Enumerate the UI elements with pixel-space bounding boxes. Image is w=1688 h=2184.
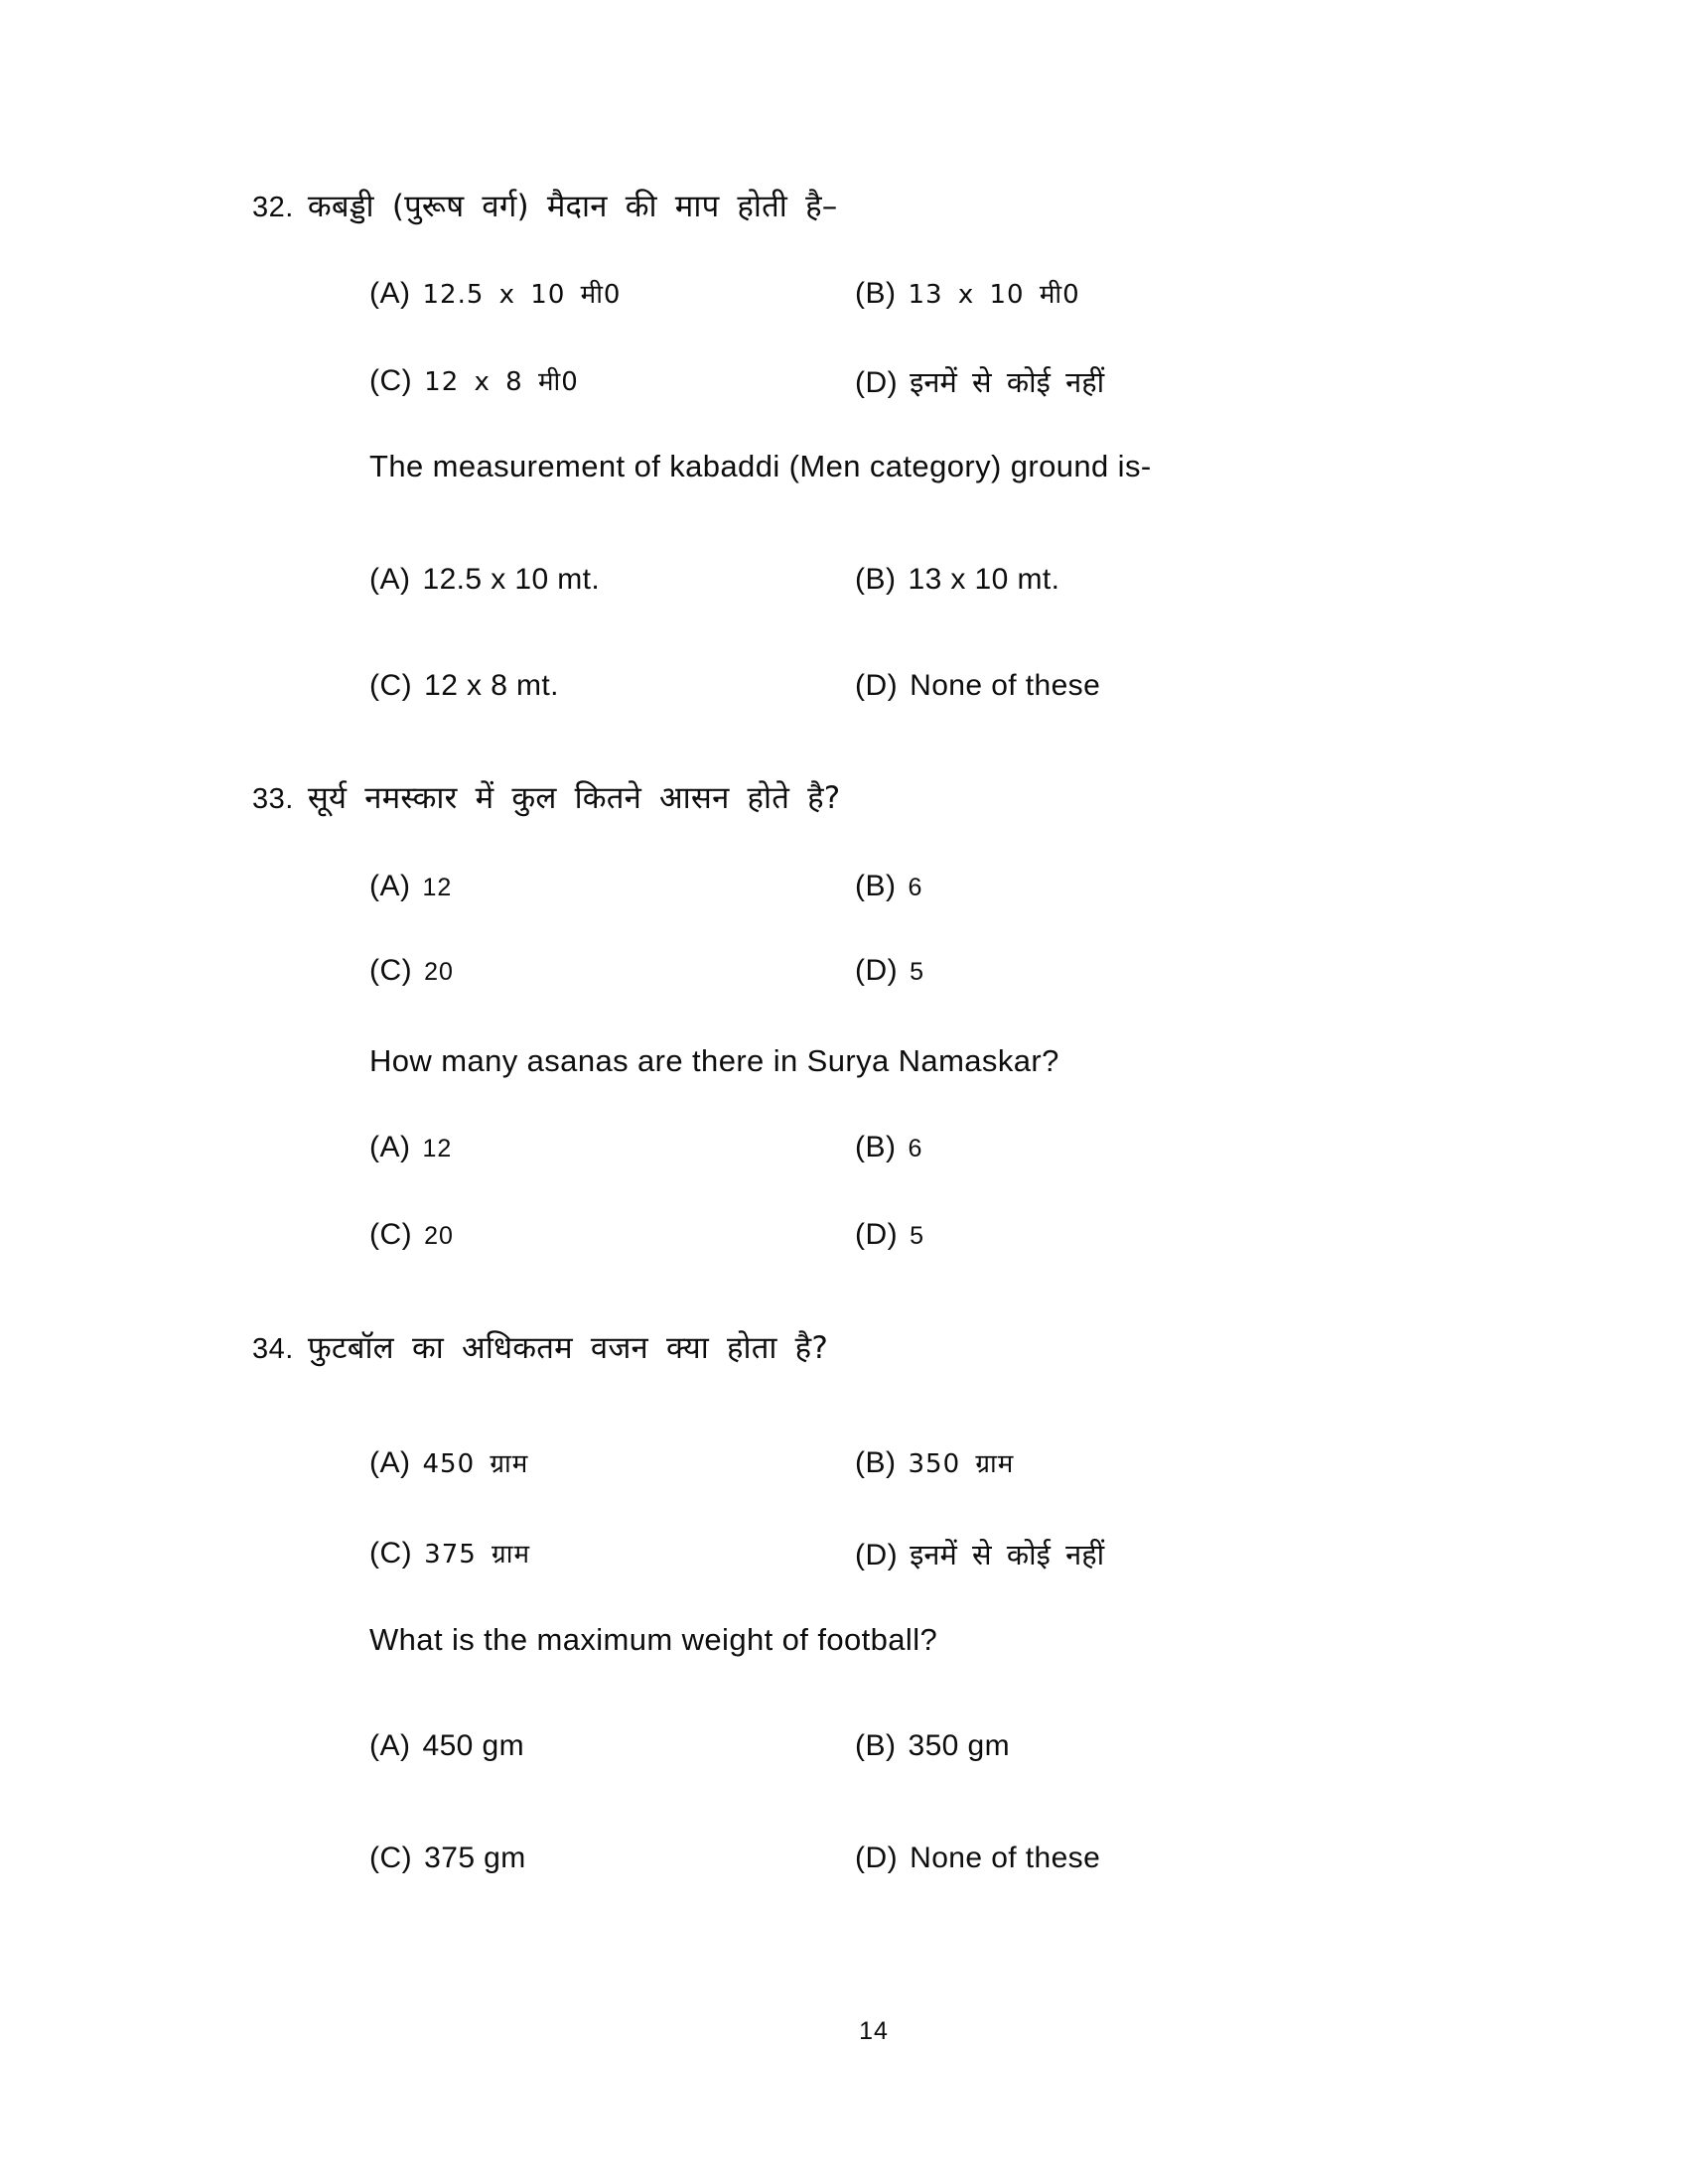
option-text: इनमें से कोई नहीं xyxy=(910,365,1105,399)
english-stem-text: The measurement of kabaddi (Men category) ground is- xyxy=(369,449,1152,483)
option-text: 6 xyxy=(908,874,923,901)
question-33-hindi-options-ab xyxy=(369,870,1531,903)
option-label: (B) xyxy=(855,563,897,596)
hindi-stem-text: सूर्य नमस्कार में कुल कितने आसन होते है? xyxy=(307,780,841,816)
question-32-english-options-ab xyxy=(369,563,1531,597)
option-label: (A) xyxy=(369,563,411,596)
option-text: 5 xyxy=(910,1222,925,1250)
option-label: (B) xyxy=(855,1446,897,1479)
option-text: 450 gm xyxy=(422,1729,524,1762)
question-33-hindi-options-cd xyxy=(369,954,1531,988)
option-label: (D) xyxy=(855,1218,899,1251)
option-label: (D) xyxy=(855,669,899,702)
question-32-hindi-stem xyxy=(252,185,1523,226)
option-text: 12 xyxy=(422,874,453,901)
option-a xyxy=(369,1444,855,1480)
option-label: (D) xyxy=(855,1842,899,1874)
option-text: 12 xyxy=(422,1135,453,1162)
option-label: (D) xyxy=(855,1539,899,1571)
option-text: 450 ग्राम xyxy=(422,1449,529,1479)
question-33-english-options-ab xyxy=(369,1131,1531,1164)
option-b xyxy=(855,1131,1531,1164)
option-text: 12 x 8 mt. xyxy=(424,669,559,702)
option-a xyxy=(369,1131,855,1164)
english-stem-text: How many asanas are there in Surya Namaskar? xyxy=(369,1043,1059,1078)
question-33-hindi-stem xyxy=(252,776,1523,818)
option-text: 350 gm xyxy=(908,1729,1010,1762)
option-b xyxy=(855,1444,1531,1480)
option-label: (A) xyxy=(369,277,411,310)
option-label: (B) xyxy=(855,1729,897,1762)
option-a xyxy=(369,870,855,903)
option-label: (C) xyxy=(369,1537,413,1570)
question-32-english-stem xyxy=(369,449,1531,484)
question-34-hindi-options-ab xyxy=(369,1444,1531,1480)
question-32-english-options-cd xyxy=(369,669,1531,703)
option-label: (B) xyxy=(855,1131,897,1163)
option-label: (A) xyxy=(369,1729,411,1762)
page-number: 14 xyxy=(859,2017,889,2045)
option-text: 13 x 10 मी0 xyxy=(908,280,1080,310)
english-stem-text: What is the maximum weight of football? xyxy=(369,1622,938,1657)
option-label: (D) xyxy=(855,366,899,399)
question-32-hindi-options-ab xyxy=(369,275,1531,311)
option-label: (C) xyxy=(369,954,413,987)
option-a xyxy=(369,1729,855,1763)
option-c xyxy=(369,1842,855,1875)
option-text: 350 ग्राम xyxy=(908,1449,1015,1479)
question-34-english-stem xyxy=(369,1622,1531,1658)
question-32-hindi-options-cd xyxy=(369,362,1531,401)
option-text: 5 xyxy=(910,958,925,986)
question-number: 32. xyxy=(252,192,294,223)
option-label: (C) xyxy=(369,364,413,397)
option-text: None of these xyxy=(910,669,1101,702)
question-34-english-options-ab xyxy=(369,1729,1531,1763)
option-text: 13 x 10 mt. xyxy=(908,563,1060,596)
option-label: (D) xyxy=(855,954,899,987)
question-number: 34. xyxy=(252,1333,294,1365)
option-label: (A) xyxy=(369,870,411,902)
option-d xyxy=(855,362,1531,401)
option-text: 12 x 8 मी0 xyxy=(424,367,579,397)
option-b xyxy=(855,563,1531,597)
option-d xyxy=(855,1535,1531,1573)
question-34-hindi-options-cd xyxy=(369,1535,1531,1573)
option-b xyxy=(855,870,1531,903)
option-label: (C) xyxy=(369,669,413,702)
option-d xyxy=(855,1842,1531,1875)
option-text: 375 ग्राम xyxy=(424,1540,530,1570)
option-c xyxy=(369,1535,855,1573)
question-33-english-stem xyxy=(369,1043,1531,1079)
option-label: (B) xyxy=(855,277,897,310)
option-b xyxy=(855,275,1531,311)
option-b xyxy=(855,1729,1531,1763)
option-a xyxy=(369,563,855,597)
question-number: 33. xyxy=(252,783,294,815)
option-text: 12.5 x 10 मी0 xyxy=(422,280,622,310)
option-c xyxy=(369,1218,855,1252)
option-text: None of these xyxy=(910,1842,1101,1874)
option-c xyxy=(369,669,855,703)
option-label: (B) xyxy=(855,870,897,902)
question-33-english-options-cd xyxy=(369,1218,1531,1252)
option-text: 20 xyxy=(424,958,454,986)
option-text: 6 xyxy=(908,1135,923,1162)
option-text: 20 xyxy=(424,1222,454,1250)
option-c xyxy=(369,954,855,988)
option-label: (A) xyxy=(369,1446,411,1479)
option-text: 375 gm xyxy=(424,1842,526,1874)
hindi-stem-text: फुटबॉल का अधिकतम वजन क्या होता है? xyxy=(307,1330,828,1366)
option-label: (A) xyxy=(369,1131,411,1163)
option-d xyxy=(855,954,1531,988)
option-text: इनमें से कोई नहीं xyxy=(910,1538,1105,1571)
option-d xyxy=(855,669,1531,703)
question-34-english-options-cd xyxy=(369,1842,1531,1875)
option-text: 12.5 x 10 mt. xyxy=(422,563,601,596)
option-label: (C) xyxy=(369,1218,413,1251)
option-label: (C) xyxy=(369,1842,413,1874)
hindi-stem-text: कबड्डी (पुरूष वर्ग) मैदान की माप होती है– xyxy=(307,189,838,224)
option-a xyxy=(369,275,855,311)
question-34-hindi-stem xyxy=(252,1326,1523,1368)
option-c xyxy=(369,362,855,401)
option-d xyxy=(855,1218,1531,1252)
